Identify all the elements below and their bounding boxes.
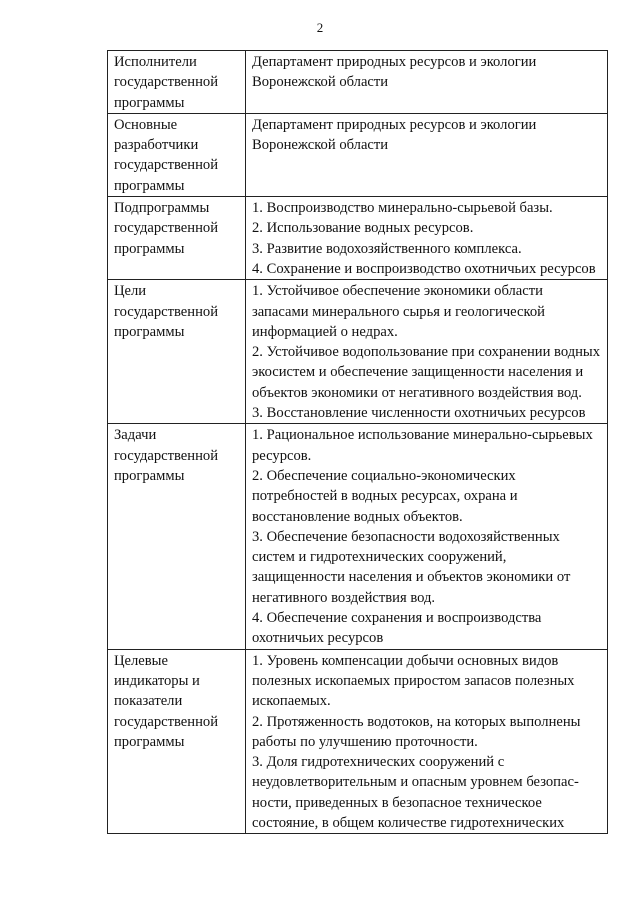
row-value-goals xyxy=(246,280,608,424)
table-row-developers xyxy=(108,113,608,196)
list-item: 2. Использование водных ресурсов. xyxy=(252,220,474,237)
list-item: 1. Рациональное использование минерально-сырьевых ресурсов. xyxy=(252,427,593,464)
list-item: 3. Развитие водохозяйственного комплекса. xyxy=(252,240,522,257)
list-item: 3. Доля гидротехнических сооружений с неудовлетворительным и опасным уровнем безопас- ности, приведенных в безопасное техническое состояние, в общем количестве гидротехнических xyxy=(252,754,579,831)
list-item: 2. Обеспечение социально-экономических потребностей в водных ресурсах, охрана и восстановление водных объектов. xyxy=(252,467,518,525)
row-label-subprograms: Подпрограммы государственной программы xyxy=(108,197,246,280)
table-row-executors xyxy=(108,51,608,114)
row-value-subprograms xyxy=(246,197,608,280)
row-value-indicators xyxy=(246,649,608,834)
program-passport-table xyxy=(107,50,608,834)
list-item: 3. Восстановление численности охотничьих ресурсов xyxy=(252,405,586,422)
page-number: 2 xyxy=(316,20,324,35)
list-item: 3. Обеспечение безопасности водохозяйственных систем и гидротехнических сооружений, защищенности населения и объектов экономики от негативного воздействия вод. xyxy=(252,528,571,606)
row-label-executors: Исполнители государственной программы xyxy=(108,51,246,114)
table-row-subprograms xyxy=(108,197,608,280)
row-label-tasks: Задачи государственной программы xyxy=(108,424,246,649)
table-row-goals xyxy=(108,280,608,424)
list-item: 1. Устойчивое обеспечение экономики области запасами минерального сырья и геологической информацией о недрах. xyxy=(252,283,545,340)
list-item: 1. Уровень компенсации добычи основных видов полезных ископаемых приростом запасов полезных ископаемых. xyxy=(252,652,575,710)
list-item: Департамент природных ресурсов и экологии Воронежской области xyxy=(252,116,537,154)
list-item: 2. Протяженность водотоков, на которых выполнены работы по улучшению проточности. xyxy=(252,713,581,750)
row-value-tasks xyxy=(246,424,608,649)
row-value-developers xyxy=(246,113,608,196)
list-item: Департамент природных ресурсов и экологии Воронежской области xyxy=(252,54,537,91)
list-item: 2. Устойчивое водопользование при сохранении водных экосистем и обеспечение защищенности населения и объектов экономики от негативного воздействия вод. xyxy=(252,344,601,401)
row-label-goals: Цели государственной программы xyxy=(108,280,246,424)
row-label-developers: Основные разработчики государственной программы xyxy=(108,113,246,196)
table-row-indicators xyxy=(108,649,608,834)
table-row-tasks xyxy=(108,424,608,649)
list-item: 4. Сохранение и воспроизводство охотничьих ресурсов xyxy=(252,260,596,277)
row-value-executors xyxy=(246,51,608,114)
list-item: 1. Воспроизводство минерально-сырьевой базы. xyxy=(252,200,553,217)
row-label-indicators: Целевые индикаторы и показатели государственной программы xyxy=(108,649,246,834)
list-item: 4. Обеспечение сохранения и воспроизводства охотничьих ресурсов xyxy=(252,610,542,647)
